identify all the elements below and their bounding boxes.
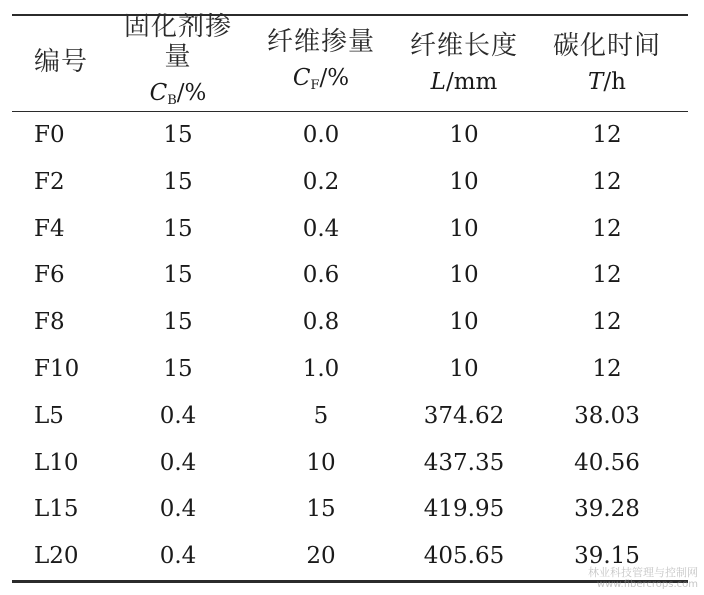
table-row xyxy=(12,299,688,346)
header-fiber-content xyxy=(256,16,386,111)
cell-fiber-length: 10 xyxy=(449,168,479,195)
cell-carbonation-time: 40.56 xyxy=(574,449,640,476)
header-fiber-length xyxy=(402,16,526,111)
cell-curing-agent: 15 xyxy=(163,122,193,148)
cell-fiber-content: 20 xyxy=(306,543,336,570)
cell-curing-agent: 15 xyxy=(163,215,193,242)
cell-carbonation-time: 39.15 xyxy=(574,543,640,570)
cell-id: L15 xyxy=(34,496,79,523)
cell-curing-agent: 0.4 xyxy=(159,496,197,523)
header-carbonation-time xyxy=(542,16,672,111)
cell-fiber-length: 437.35 xyxy=(423,449,505,476)
cell-id: F8 xyxy=(34,309,65,336)
table-row xyxy=(12,159,688,206)
cell-fiber-content: 10 xyxy=(306,449,336,476)
cell-fiber-length: 10 xyxy=(449,309,479,336)
table-body xyxy=(12,112,688,580)
cell-carbonation-time: 39.28 xyxy=(574,496,640,523)
cell-fiber-content: 0.4 xyxy=(302,215,340,242)
table-row xyxy=(12,206,688,253)
cell-fiber-length: 10 xyxy=(449,356,479,382)
cell-curing-agent: 15 xyxy=(163,168,193,195)
cell-id: L5 xyxy=(34,402,64,429)
header-fiber-length-symbol: L/mm xyxy=(430,68,498,95)
cell-carbonation-time: 12 xyxy=(592,215,622,242)
cell-id: F4 xyxy=(34,215,65,242)
cell-id: F2 xyxy=(34,168,65,195)
header-carbonation-time-symbol: T/h xyxy=(588,68,626,95)
cell-fiber-content: 0.2 xyxy=(302,168,340,195)
table-header xyxy=(12,11,688,111)
cell-fiber-content: 5 xyxy=(313,402,329,429)
header-curing-agent-label: 固化剂掺量 xyxy=(123,11,232,72)
header-fiber-content-symbol: $C_F/\%$ xyxy=(292,64,350,93)
cell-fiber-content: 0.6 xyxy=(302,262,340,289)
cell-carbonation-time: 12 xyxy=(592,356,622,382)
cell-curing-agent: 0.4 xyxy=(159,449,197,476)
cell-fiber-length: 10 xyxy=(449,215,479,242)
cell-id: L20 xyxy=(34,543,79,570)
cell-carbonation-time: 12 xyxy=(592,262,622,289)
header-fiber-length-label: 纤维长度 xyxy=(409,30,518,61)
table-row xyxy=(12,346,688,393)
cell-fiber-length: 10 xyxy=(449,262,479,289)
watermark xyxy=(574,566,698,591)
watermark-line1: 林业科技管理与控制网 xyxy=(588,566,698,579)
cell-fiber-content: 1.0 xyxy=(302,356,340,382)
cell-carbonation-time: 38.03 xyxy=(574,402,640,429)
header-carbonation-time-label: 碳化时间 xyxy=(552,30,661,61)
cell-curing-agent: 15 xyxy=(163,356,193,382)
data-table xyxy=(12,11,688,583)
cell-fiber-content: 15 xyxy=(306,496,336,523)
table-row xyxy=(12,112,688,159)
cell-id: F0 xyxy=(34,122,65,148)
cell-curing-agent: 0.4 xyxy=(159,402,197,429)
cell-curing-agent: 0.4 xyxy=(159,543,197,570)
watermark-line2: www.fibercrops.com xyxy=(596,579,698,590)
cell-id: F6 xyxy=(34,262,65,289)
header-id xyxy=(34,16,114,111)
table-row xyxy=(12,440,688,487)
table-row xyxy=(12,252,688,299)
cell-fiber-length: 405.65 xyxy=(423,543,505,570)
cell-id: F10 xyxy=(34,356,80,382)
header-id-label: 编号 xyxy=(34,46,89,77)
cell-id: L10 xyxy=(34,449,79,476)
cell-fiber-content: 0.0 xyxy=(302,122,340,148)
header-curing-agent xyxy=(116,11,240,111)
table-row xyxy=(12,486,688,533)
cell-carbonation-time: 12 xyxy=(592,309,622,336)
header-fiber-content-label: 纤维掺量 xyxy=(266,26,375,57)
cell-carbonation-time: 12 xyxy=(592,168,622,195)
header-curing-agent-symbol: $C_B/\%$ xyxy=(149,79,207,108)
cell-fiber-length: 419.95 xyxy=(423,496,505,523)
cell-fiber-length: 10 xyxy=(449,122,479,148)
cell-carbonation-time: 12 xyxy=(592,122,622,148)
table-row xyxy=(12,393,688,440)
cell-curing-agent: 15 xyxy=(163,309,193,336)
cell-curing-agent: 15 xyxy=(163,262,193,289)
cell-fiber-content: 0.8 xyxy=(302,309,340,336)
cell-fiber-length: 374.62 xyxy=(423,402,505,429)
